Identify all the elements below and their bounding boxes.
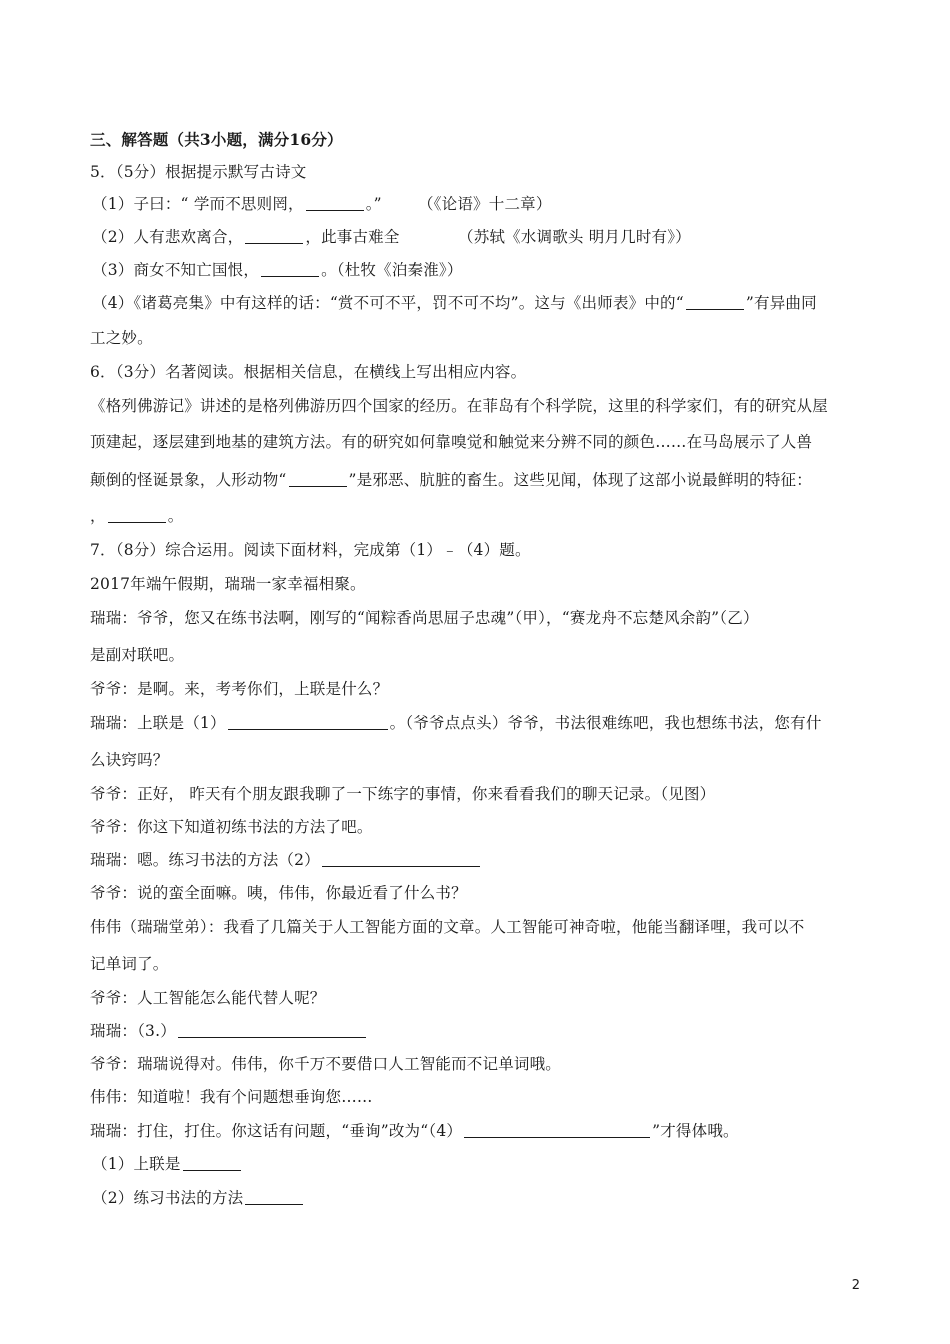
q5-item-3 — [92, 260, 864, 280]
q7-answer-1-blank[interactable] — [183, 1155, 241, 1171]
q7-line-17 — [90, 1121, 864, 1141]
section-title: 三、解答题（共3小题，满分16分） — [90, 130, 343, 149]
q7-line-15: 爷爷：瑞瑞说得对。伟伟，你千万不要借口人工智能而不记单词哦。 — [90, 1055, 562, 1073]
q6-para-3 — [90, 470, 864, 490]
q7-line-7: 爷爷：正好， 昨天有个朋友跟我聊了一下练字的事情，你来看看我们的聊天记录。（见图） — [90, 785, 716, 803]
q7-blank-1[interactable] — [228, 714, 388, 730]
q7-line-14-text-a: 瑞瑞：（3.） — [90, 1022, 176, 1040]
q7-line-4: 爷爷：是啊。来，考考你们，上联是什么？ — [90, 680, 389, 698]
q7-line-2: 瑞瑞：爷爷，您又在练书法啊，刚写的“闻粽香尚思屈子忠魂”（甲），“赛龙舟不忘楚风余韵”（乙） — [90, 609, 759, 627]
q7-line-17-text-b: ”才得体哦。 — [652, 1122, 739, 1140]
q5-item-1-blank[interactable] — [306, 195, 364, 211]
q5-item-2-blank[interactable] — [245, 228, 303, 244]
q5-item-1-text-b: 。” — [365, 195, 382, 213]
q7-blank-2[interactable] — [322, 851, 480, 867]
q5-item-2-source: （苏轼《水调歌头 明月几时有》） — [458, 228, 691, 246]
q7-line-1: 2017年端午假期，瑞瑞一家幸福相聚。 — [90, 575, 366, 593]
q7-answer-1 — [92, 1154, 864, 1174]
q5-item-1-text-a: （1）子曰：“ 学而不思则罔， — [92, 195, 304, 213]
q5-item-4 — [92, 293, 864, 313]
q5-item-4-text-b: ”有异曲同 — [745, 294, 817, 312]
q6-para-4 — [90, 506, 864, 526]
q7-blank-3[interactable] — [178, 1022, 366, 1038]
q7-line-9-text-a: 瑞瑞：嗯。练习书法的方法（2） — [90, 851, 320, 869]
q7-line-17-text-a: 瑞瑞：打住，打住。你这话有问题，“垂询”改为“（4） — [90, 1122, 463, 1140]
q5-item-1 — [92, 194, 864, 214]
q7-line-3: 是副对联吧。 — [90, 646, 185, 664]
q7-line-16: 伟伟：知道啦！我有个问题想垂询您…… — [90, 1088, 373, 1106]
q6-para-4-text-b: 。 — [167, 507, 184, 525]
q6-para-4-text-a: ， — [90, 507, 106, 525]
q7-line-6: 么诀窍吗？ — [90, 751, 169, 769]
q5-stem: 5．（5分）根据提示默写古诗文 — [90, 163, 307, 181]
q7-line-9 — [90, 850, 864, 870]
q5-item-3-text-b: 。（杜牧《泊秦淮》） — [321, 261, 463, 279]
q7-stem: 7．（8分）综合运用。阅读下面材料，完成第（1）﹣（4）题。 — [90, 541, 531, 559]
q6-stem: 6．（3分）名著阅读。根据相关信息，在横线上写出相应内容。 — [90, 363, 527, 381]
q7-line-5-text-a: 瑞瑞：上联是（1） — [90, 714, 226, 732]
q5-item-4-text-a: （4）《诸葛亮集》中有这样的话：“赏不可不平，罚不可不均”。这与《出师表》中的“ — [92, 294, 684, 312]
page-number: 2 — [851, 1278, 860, 1293]
q7-line-12: 记单词了。 — [90, 955, 169, 973]
q5-item-2-text-b: ，此事古难全 — [305, 228, 400, 246]
q6-para-3-text-a: 颠倒的怪诞景象，人形动物“ — [90, 471, 287, 489]
q5-item-4-cont: 工之妙。 — [90, 329, 153, 347]
q7-line-8: 爷爷：你这下知道初练书法的方法了吧。 — [90, 818, 373, 836]
q5-item-1-source: （《论语》十二章） — [418, 195, 552, 213]
q7-blank-4[interactable] — [464, 1122, 650, 1138]
q7-answer-1-text: （1）上联是 — [92, 1155, 181, 1173]
q7-line-13: 爷爷：人工智能怎么能代替人呢？ — [90, 989, 326, 1007]
q5-item-3-text-a: （3）商女不知亡国恨， — [92, 261, 260, 279]
q6-para-1: 《格列佛游记》讲述的是格列佛游历四个国家的经历。在菲岛有个科学院，这里的科学家们，有的研究从屋 — [90, 397, 828, 415]
q6-para-2: 顶建起，逐层建到地基的建筑方法。有的研究如何靠嗅觉和触觉来分辨不同的颜色……在马岛展示了人兽 — [90, 433, 813, 451]
q7-answer-2-text: （2）练习书法的方法 — [92, 1189, 244, 1207]
q6-blank-1[interactable] — [289, 471, 347, 487]
q7-line-14 — [90, 1021, 864, 1041]
q7-line-11: 伟伟（瑞瑞堂弟）：我看了几篇关于人工智能方面的文章。人工智能可神奇啦，他能当翻译哩，我可以不 — [90, 918, 805, 936]
q7-answer-2 — [92, 1188, 864, 1208]
q5-item-4-blank[interactable] — [686, 294, 744, 310]
q7-line-10: 爷爷：说的蛮全面嘛。咦，伟伟，你最近看了什么书？ — [90, 884, 467, 902]
q7-line-5 — [90, 713, 864, 733]
q7-line-5-text-b: 。（爷爷点点头）爷爷，书法很难练吧，我也想练书法，您有什 — [389, 714, 822, 732]
q5-item-2 — [92, 227, 864, 247]
q6-blank-2[interactable] — [108, 507, 166, 523]
q5-item-3-blank[interactable] — [261, 261, 319, 277]
q7-answer-2-blank[interactable] — [245, 1189, 303, 1205]
q6-para-3-text-b: ”是邪恶、肮脏的畜生。这些见闻，体现了这部小说最鲜明的特征： — [348, 471, 812, 489]
q5-item-2-text-a: （2）人有悲欢离合， — [92, 228, 244, 246]
